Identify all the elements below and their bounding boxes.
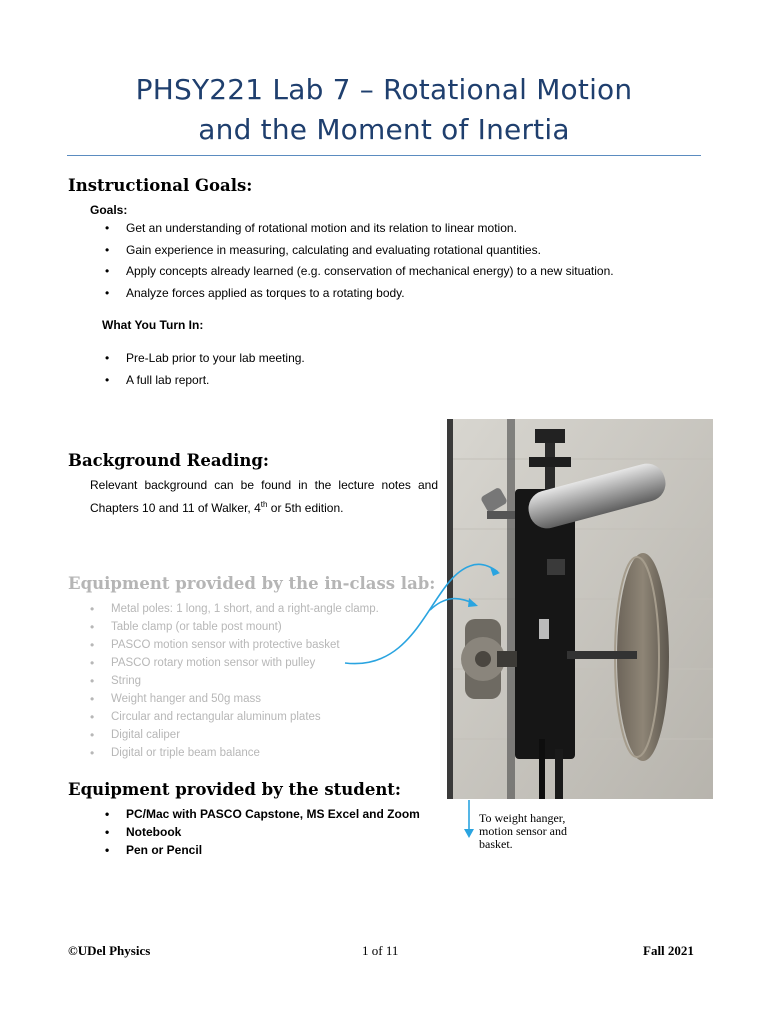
turn-in-label: What You Turn In:	[102, 318, 204, 332]
list-item: • PC/Mac with PASCO Capstone, MS Excel and Zoom	[90, 805, 420, 823]
goals-label: Goals:	[90, 203, 128, 217]
list-item: • Analyze forces applied as torques to a rotating body.	[90, 283, 614, 305]
footer-copyright: ©UDel Physics	[68, 943, 151, 958]
equipment-student-heading: Equipment provided by the student:	[68, 780, 402, 799]
list-item: • Circular and rectangular aluminum plates	[75, 708, 379, 726]
list-item: • Digital or triple beam balance	[75, 744, 379, 762]
list-item: • Pre-Lab prior to your lab meeting.	[90, 348, 305, 370]
footer-term: Fall 2021	[643, 943, 694, 958]
list-item: • Pen or Pencil	[90, 841, 420, 859]
list-item: • PASCO rotary motion sensor with pulley	[75, 654, 379, 672]
list-item: • Apply concepts already learned (e.g. conservation of mechanical energy) to a new situation.	[90, 261, 614, 283]
list-item: • Digital caliper	[75, 726, 379, 744]
list-item: • Get an understanding of rotational motion and its relation to linear motion.	[90, 218, 614, 240]
list-item: • Notebook	[90, 823, 420, 841]
list-item: • A full lab report.	[90, 370, 305, 392]
list-item: • Table clamp (or table post mount)	[75, 618, 379, 636]
page-title-line-2: and the Moment of Inertia	[198, 113, 570, 146]
annotation-arrow-upper	[345, 566, 470, 664]
background-reading-heading: Background Reading:	[68, 451, 269, 470]
list-item: • Gain experience in measuring, calculating and evaluating rotational quantities.	[90, 240, 614, 262]
list-item: • Weight hanger and 50g mass	[75, 690, 379, 708]
page-title-line-1: PHSY221 Lab 7 – Rotational Motion	[135, 73, 633, 106]
equipment-lab-heading: Equipment provided by the in-class lab:	[68, 574, 436, 593]
list-item: • Metal poles: 1 long, 1 short, and a right-angle clamp.	[75, 600, 379, 618]
background-superscript: th	[260, 500, 268, 509]
photo-caption: To weight hanger, motion sensor and basket.	[479, 811, 567, 851]
list-item: • PASCO motion sensor with protective basket	[75, 636, 379, 654]
background-text-start: Relevant background can be found in the lecture notes and Chapters 10 and 11 of Walker, 4	[90, 478, 438, 515]
instructional-goals-heading: Instructional Goals:	[68, 176, 253, 195]
background-text-end: or 5th edition.	[267, 501, 344, 515]
list-item: • String	[75, 672, 379, 690]
footer-page-number: 1 of 11	[362, 943, 399, 958]
